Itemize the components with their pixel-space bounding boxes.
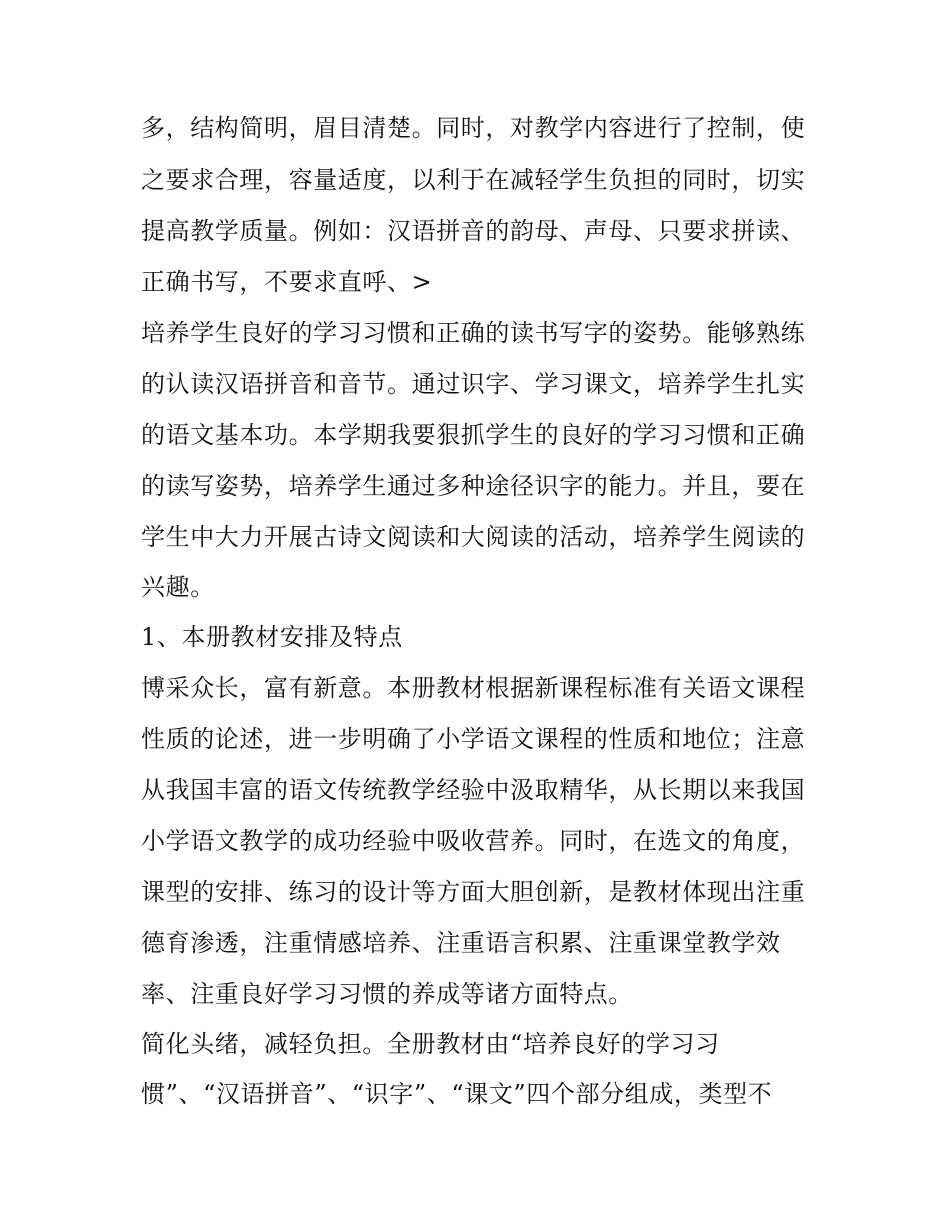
text-line: 小学语文教学的成功经验中吸收营养。同时，在选文的角度， bbox=[141, 827, 806, 855]
text-line: 性质的论述，进一步明确了小学语文课程的性质和地位；注意 bbox=[141, 725, 806, 753]
text-line: 简化头绪，减轻负担。全册教材由“培养良好的学习习 bbox=[141, 1030, 720, 1058]
text-line: 惯”、“汉语拼音”、“识字”、“课文”四个部分组成，类型不 bbox=[141, 1080, 773, 1108]
text-line: 德育渗透，注重情感培养、注重语言积累、注重课堂教学效 bbox=[141, 929, 781, 957]
text-line: 正确书写，不要求直呼、> bbox=[141, 268, 433, 296]
text-line: 学生中大力开展古诗文阅读和大阅读的活动，培养学生阅读的 bbox=[141, 523, 806, 551]
text-line: 从我国丰富的语文传统教学经验中汲取精华，从长期以来我国 bbox=[141, 776, 806, 804]
text-line: 之要求合理，容量适度，以利于在减轻学生负担的同时，切实 bbox=[141, 166, 806, 194]
text-line: 博采众长，富有新意。本册教材根据新课程标准有关语文课程 bbox=[141, 674, 806, 702]
section-heading: 1、本册教材安排及特点 bbox=[141, 623, 403, 651]
text-line: 培养学生良好的学习习惯和正确的读书写字的姿势。能够熟练 bbox=[141, 319, 806, 347]
text-line: 多，结构简明，眉目清楚。同时，对教学内容进行了控制，使 bbox=[141, 114, 806, 142]
text-line: 的认读汉语拼音和音节。通过识字、学习课文，培养学生扎实 bbox=[141, 370, 806, 398]
text-line: 的读写姿势，培养学生通过多种途径识字的能力。并且，要在 bbox=[141, 472, 806, 500]
text-line: 课型的安排、练习的设计等方面大胆创新，是教材体现出注重 bbox=[141, 878, 806, 906]
text-line: 兴趣。 bbox=[141, 573, 215, 601]
text-line: 率、注重良好学习习惯的养成等诸方面特点。 bbox=[141, 980, 633, 1008]
text-line: 提高教学质量。例如：汉语拼音的韵母、声母、只要求拼读、 bbox=[141, 217, 806, 245]
text-line: 的语文基本功。本学期我要狠抓学生的良好的学习习惯和正确 bbox=[141, 421, 806, 449]
